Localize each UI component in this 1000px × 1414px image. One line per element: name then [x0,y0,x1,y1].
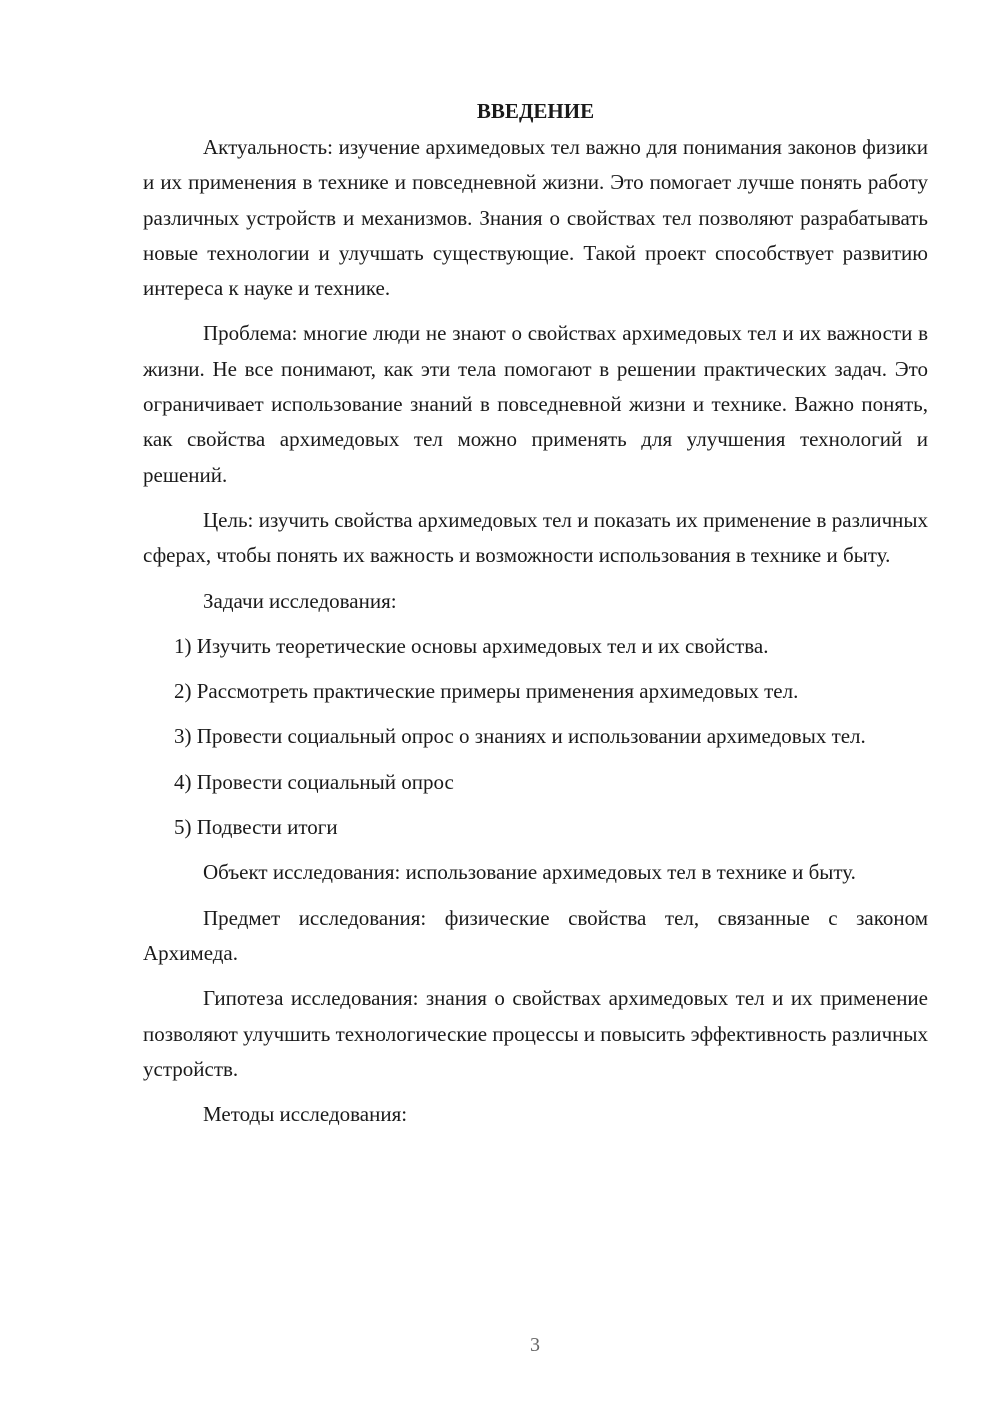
paragraph-goal: Цель: изучить свойства архимедовых тел и показать их применение в различных сферах, чтобы понять их важность и возможности использования в технике и быту. [143,507,928,568]
page-number: 3 [530,1334,540,1356]
paragraph-hypothesis: Гипотеза исследования: знания о свойствах архимедовых тел и их применение позволяют улучшить технологические процессы и повысить эффективность различных устройств. [143,986,928,1081]
task-item-1: 1) Изучить теоретические основы архимедовых тел и их свойства. [174,633,769,658]
tasks-heading: Задачи исследования: [203,588,397,613]
paragraph-subject: Предмет исследования: физические свойства тел, связанные с законом Архимеда. [143,905,928,965]
task-item-5: 5) Подвести итоги [174,815,338,840]
page-title: ВВЕДЕНИЕ [476,99,595,123]
document-page [143,96,928,1142]
task-item-2: 2) Рассмотреть практические примеры применения архимедовых тел. [174,679,799,704]
task-item-3: 3) Провести социальный опрос о знаниях и использовании архимедовых тел. [174,724,866,749]
task-item-4: 4) Провести социальный опрос [174,769,454,794]
paragraph-relevance: Актуальность: изучение архимедовых тел важно для понимания законов физики и их применения в технике и повседневной жизни. Это помогает лучше понять работу различных устройств и механизмов. Знания о свойствах тел позволяют разрабатывать новые технологии и улучшать существующие. Такой проект способствует развитию интереса к науке и технике. [143,135,928,301]
methods-heading: Методы исследования: [203,1102,408,1127]
paragraph-problem: Проблема: многие люди не знают о свойствах архимедовых тел и их важности в жизни. Не все понимают, как эти тела помогают в решении практических задач. Это ограничивает использование знаний в повседневной жизни и технике. Важно понять, как свойства архимедовых тел можно применять для улучшения технологий и решений. [143,321,928,487]
paragraph-object: Объект исследования: использование архимедовых тел в технике и быту. [203,860,856,885]
